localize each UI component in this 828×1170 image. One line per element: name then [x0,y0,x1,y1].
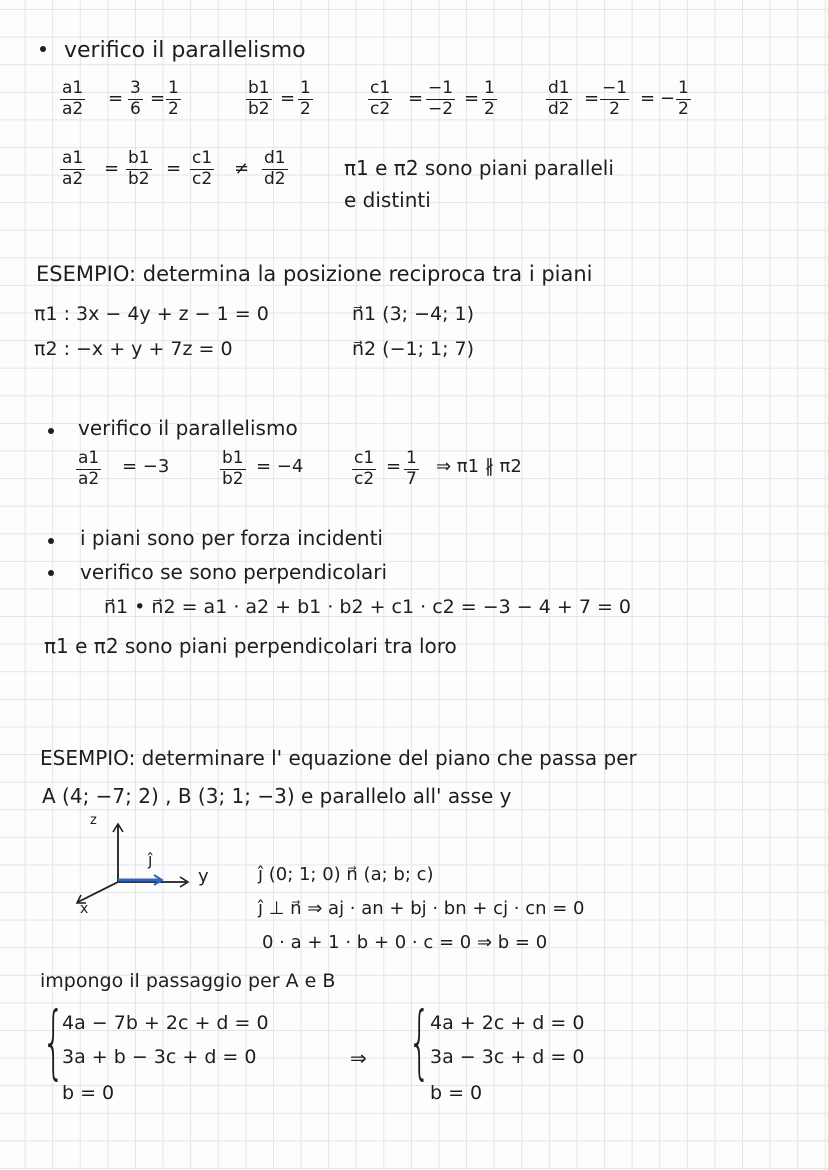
conclusion-line-2: e distinti [344,188,431,212]
fraction-m1-2: $\frac{-1}{2}$ [602,78,628,119]
fraction-a1-a2: $\frac{a1}{a2}$ [62,148,84,189]
step-incident: i piani sono per forza incidenti [80,526,383,550]
left-system-brace: { [42,995,65,1088]
fraction-a1-a2: $\frac{a1}{a2}$ [62,78,84,119]
normal-vector-2: n⃗2 (−1; 1; 7) [352,338,475,360]
normal-vector-1: n⃗1 (3; −4; 1) [352,303,475,325]
y-axis-label: y [198,866,209,887]
vectors-line: ĵ (0; 1; 0) n⃗ (a; b; c) [258,864,434,885]
section-title: verifico il parallelismo [64,38,306,63]
z-axis-label: z [90,813,97,828]
fraction-1-2: $\frac{1}{2}$ [484,78,495,119]
j-vector-label: ĵ [148,850,153,869]
implies-arrow: ⇒ [350,1046,367,1070]
example-1-header: ESEMPIO: determina la posizione reciproca tra i piani [36,262,593,286]
b-equals-zero: 0 · a + 1 · b + 0 · c = 0 ⇒ b = 0 [262,932,548,953]
left-system-eq-3: b = 0 [62,1082,115,1104]
example-2-header: ESEMPIO: determinare l' equazione del piano che passa per [40,746,637,770]
fraction-c1-c2: $\frac{c1}{c2}$ [370,78,391,119]
x-axis [78,882,118,902]
left-system-eq-2: 3a + b − 3c + d = 0 [62,1046,257,1068]
example-2-points: A (4; −7; 2) , B (3; 1; −3) e parallelo all' asse y [42,784,512,808]
fraction-b1-b2: $\frac{b1}{b2}$ [222,448,244,489]
right-system-eq-3: b = 0 [430,1082,483,1104]
ratio-a-value: = −3 [122,456,170,477]
fraction-1-2: $\frac{1}{2}$ [168,78,179,119]
fraction-d1-d2: $\frac{d1}{d2}$ [548,78,570,119]
conclusion-line-1: π1 e π2 sono piani paralleli [344,156,614,180]
fraction-a1-a2: $\frac{a1}{a2}$ [78,448,100,489]
not-parallel-implication: ⇒ π1 ∦ π2 [436,456,522,477]
plane-2-equation: π2 : −x + y + 7z = 0 [34,338,233,360]
fraction-c1-c2: $\frac{c1}{c2}$ [354,448,375,489]
fraction-d1-d2: $\frac{d1}{d2}$ [264,148,286,189]
right-system-brace: { [408,995,431,1088]
step-perpendicular: verifico se sono perpendicolari [80,560,388,584]
fraction-b1-b2: $\frac{b1}{b2}$ [128,148,150,189]
fraction-3-6: $\frac{3}{6}$ [130,78,141,119]
impose-passage: impongo il passaggio per A e B [40,970,336,992]
right-system-eq-1: 4a + 2c + d = 0 [430,1012,585,1034]
right-system-eq-2: 3a − 3c + d = 0 [430,1046,585,1068]
plane-1-equation: π1 : 3x − 4y + z − 1 = 0 [34,303,269,325]
fraction-m1-m2: $\frac{-1}{-2}$ [428,78,454,119]
fraction-c1-c2: $\frac{c1}{c2}$ [192,148,213,189]
fraction-b1-b2: $\frac{b1}{b2}$ [248,78,270,119]
fraction-1-2: $\frac{1}{2}$ [300,78,311,119]
fraction-1-2: $\frac{1}{2}$ [678,78,689,119]
fraction-1-7: $\frac{1}{7}$ [406,448,417,489]
left-system-eq-1: 4a − 7b + 2c + d = 0 [62,1012,269,1034]
example-1-conclusion: π1 e π2 sono piani perpendicolari tra loro [44,634,457,658]
ratio-b-value: = −4 [256,456,304,477]
perpendicularity-condition: ĵ ⊥ n⃗ ⇒ aj · an + bj · bn + cj · cn = 0 [258,898,585,919]
dot-product: n⃗1 • n⃗2 = a1 · a2 + b1 · b2 + c1 · c2 = −3 − 4 + 7 = 0 [104,596,631,618]
x-axis-label: x [80,901,89,917]
step-parallelism: verifico il parallelismo [78,416,298,440]
